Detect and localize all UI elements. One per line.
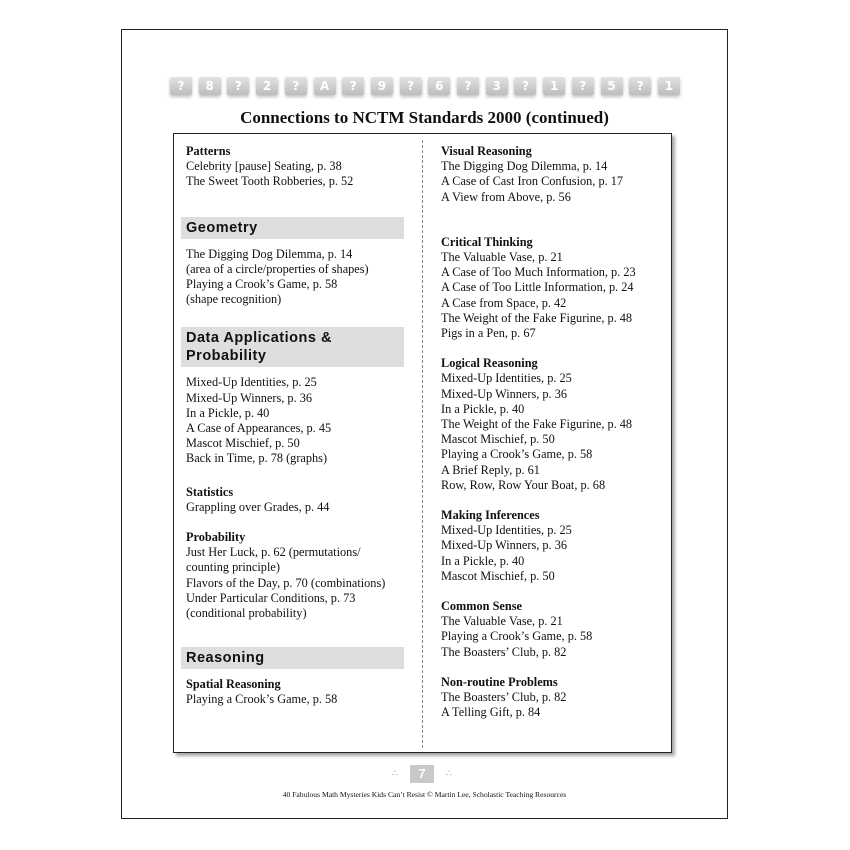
decorative-chip: ? xyxy=(227,77,249,95)
list-item: Mixed-Up Winners, p. 36 xyxy=(441,386,567,401)
decorative-chip: ? xyxy=(342,77,364,95)
list-item: Flavors of the Day, p. 70 (combinations) xyxy=(186,575,386,590)
list-item: In a Pickle, p. 40 xyxy=(441,401,525,416)
section-heading: Geometry xyxy=(186,219,258,236)
decorative-chip: ? xyxy=(285,77,307,95)
section-band xyxy=(181,217,404,239)
subsection xyxy=(186,144,414,190)
list-item: Mixed-Up Identities, p. 25 xyxy=(186,375,317,390)
list-item: The Weight of the Fake Figurine, p. 48 xyxy=(441,310,633,325)
list-item: Playing a Crook’s Game, p. 58 xyxy=(186,277,338,292)
decorative-chip: 1 xyxy=(658,77,680,95)
page-title: Connections to NCTM Standards 2000 (continued) xyxy=(240,108,609,127)
right-column xyxy=(441,144,669,721)
decorative-chip: 9 xyxy=(371,77,393,95)
decorative-chip: ? xyxy=(629,77,651,95)
list-item: A Case of Appearances, p. 45 xyxy=(186,421,332,436)
list-item: (shape recognition) xyxy=(186,292,282,307)
list-item: Mixed-Up Winners, p. 36 xyxy=(441,538,567,553)
section-heading: Reasoning xyxy=(186,650,265,667)
list-item: A Brief Reply, p. 61 xyxy=(441,462,540,477)
subsection-heading: Probability xyxy=(186,530,246,545)
list-item: A Case of Cast Iron Confusion, p. 17 xyxy=(441,174,624,189)
subsection xyxy=(441,675,669,721)
list-item: Playing a Crook’s Game, p. 58 xyxy=(441,447,593,462)
list-item: Grappling over Grades, p. 44 xyxy=(186,499,330,514)
page-number: 7 xyxy=(410,765,434,783)
decorative-dots-right: ∴ xyxy=(446,769,452,779)
decorative-chip: ? xyxy=(457,77,479,95)
subsection-heading: Spatial Reasoning xyxy=(186,677,281,692)
list-item: A Case of Too Little Information, p. 24 xyxy=(441,280,634,295)
decorative-chip: ? xyxy=(514,77,536,95)
section-heading: Probability xyxy=(186,348,267,365)
list-item: The Valuable Vase, p. 21 xyxy=(441,250,563,265)
decorative-chip: A xyxy=(314,77,336,95)
list-item: Mascot Mischief, p. 50 xyxy=(186,436,300,451)
subsection-heading: Patterns xyxy=(186,144,231,158)
subsection xyxy=(186,530,414,621)
subsection-heading: Statistics xyxy=(186,484,234,499)
list-item: The Sweet Tooth Robberies, p. 52 xyxy=(186,174,354,189)
list-item: The Valuable Vase, p. 21 xyxy=(441,614,563,629)
subsection-heading: Making Inferences xyxy=(441,508,540,523)
list-item: Back in Time, p. 78 (graphs) xyxy=(186,451,328,466)
subsection-heading: Non-routine Problems xyxy=(441,674,558,689)
entry-list xyxy=(186,247,414,308)
list-item: The Boasters’ Club, p. 82 xyxy=(441,690,567,705)
section-band xyxy=(181,327,404,367)
list-item: In a Pickle, p. 40 xyxy=(186,405,270,420)
decorative-chip: 3 xyxy=(486,77,508,95)
decorative-chip: 1 xyxy=(543,77,565,95)
section-band xyxy=(181,647,404,669)
decorative-symbol-row xyxy=(170,77,680,97)
list-item: In a Pickle, p. 40 xyxy=(441,553,525,568)
list-item: Playing a Crook’s Game, p. 58 xyxy=(441,629,593,644)
decorative-chip: 8 xyxy=(199,77,221,95)
subsection-heading: Critical Thinking xyxy=(441,234,533,249)
section-heading: Data Applications & xyxy=(186,330,332,347)
decorative-dots-left: ∴ xyxy=(392,769,398,779)
list-item: Pigs in a Pen, p. 67 xyxy=(441,326,536,341)
list-item: Playing a Crook’s Game, p. 58 xyxy=(186,692,338,707)
decorative-chip: 2 xyxy=(256,77,278,95)
page-number-area xyxy=(392,765,462,785)
list-item: The Digging Dog Dilemma, p. 14 xyxy=(441,159,608,174)
subsection-heading: Visual Reasoning xyxy=(441,144,532,158)
subsection xyxy=(441,356,669,493)
list-item: (area of a circle/properties of shapes) xyxy=(186,261,369,276)
list-item: Celebrity [pause] Seating, p. 38 xyxy=(186,159,342,174)
entry-list xyxy=(186,375,414,466)
decorative-chip: ? xyxy=(572,77,594,95)
decorative-chip: ? xyxy=(170,77,192,95)
subsection xyxy=(186,485,414,515)
list-item: Under Particular Conditions, p. 73 xyxy=(186,590,356,605)
list-item: Row, Row, Row Your Boat, p. 68 xyxy=(441,477,606,492)
list-item: The Digging Dog Dilemma, p. 14 xyxy=(186,246,353,261)
list-item: The Boasters’ Club, p. 82 xyxy=(441,644,567,659)
subsection xyxy=(441,508,669,584)
subsection xyxy=(441,235,669,341)
left-column xyxy=(186,144,414,708)
list-item: Mascot Mischief, p. 50 xyxy=(441,432,555,447)
subsection xyxy=(186,677,414,707)
decorative-chip: 6 xyxy=(428,77,450,95)
subsection-heading: Common Sense xyxy=(441,599,522,614)
list-item: A Telling Gift, p. 84 xyxy=(441,705,541,720)
list-item: Mascot Mischief, p. 50 xyxy=(441,568,555,583)
list-item: The Weight of the Fake Figurine, p. 48 xyxy=(441,417,633,432)
list-item: counting principle) xyxy=(186,560,280,575)
list-item: Mixed-Up Winners, p. 36 xyxy=(186,390,312,405)
footer-credit: 40 Fabulous Math Mysteries Kids Can’t Resist © Martin Lee, Scholastic Teaching Resources xyxy=(282,790,567,799)
column-divider xyxy=(422,140,423,748)
list-item: Mixed-Up Identities, p. 25 xyxy=(441,523,572,538)
subsection xyxy=(441,144,669,205)
list-item: A View from Above, p. 56 xyxy=(441,189,571,204)
subsection-heading: Logical Reasoning xyxy=(441,356,538,371)
list-item: Just Her Luck, p. 62 (permutations/ xyxy=(186,545,361,560)
subsection xyxy=(441,599,669,660)
list-item: Mixed-Up Identities, p. 25 xyxy=(441,371,572,386)
list-item: A Case from Space, p. 42 xyxy=(441,295,567,310)
list-item: (conditional probability) xyxy=(186,606,307,621)
decorative-chip: ? xyxy=(400,77,422,95)
list-item: A Case of Too Much Information, p. 23 xyxy=(441,265,636,280)
decorative-chip: 5 xyxy=(601,77,623,95)
